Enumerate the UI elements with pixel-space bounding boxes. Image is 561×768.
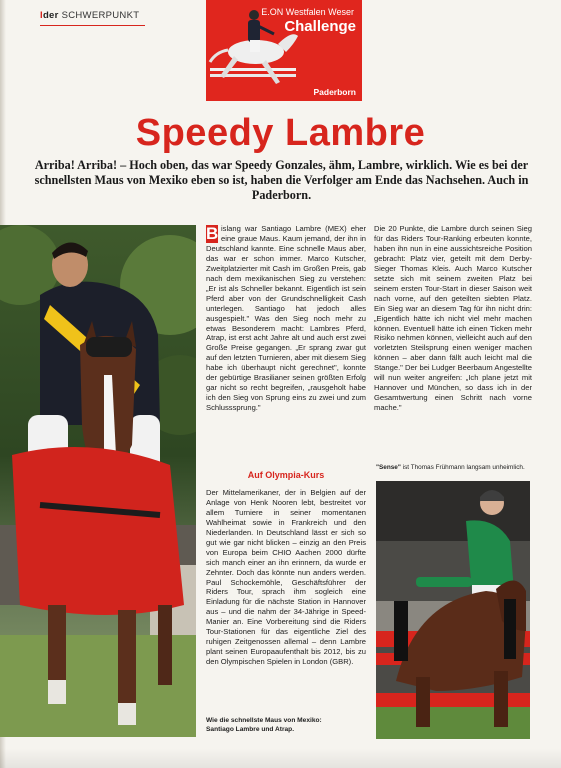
article-lead: Arriba! Arriba! – Hoch oben, das war Speedy Gonzales, ähm, Lambre, wirklich. Wie es bei der schnellsten Maus von Mexiko eben so ist, haben die Verfolger am Ende das Nachsehen. Auch in Paderborn.: [34, 158, 529, 202]
second-photo: [376, 481, 530, 739]
article-paragraph-1: islang war Santiago Lambre (MEX) eher eine graue Maus. Kaum jemand, der ihn in Deutschland kannte. Eine schnelle Maus aber, das war er schon immer. Marco Kutscher, Zweitplatzierter mit Cash im Großen Preis, gab nach dem mexikanischen Sieg zu verstehen: „Er ist als Schneller bekannt. Eigentlich ist sein Pferd aber von der Grundschnelligkeit Cash unterlegen. Santiago hat jedoch alles ausgespielt." Was den Sieg noch mehr zu etwas Besonderem macht: Lambres Pferd, Atrap, ist erst acht Jahre alt und auch erst zwei Große Preise gegangen. „Er sprang zwar gut auf den letzten Turnieren, aber mit diesem Sieg habe ich überhaupt nicht gerechnet", konnte der gebürtige Brasilianer seinen größten Erfolg gar nicht so recht begreifen, „rausgeholt habe ich den Sieg von Sprung eins zu zwei und zum Schlusssprung.": [206, 224, 366, 413]
second-caption-horse: "Sense": [376, 464, 401, 471]
second-photo-caption: [376, 464, 536, 471]
main-photo-caption: [206, 716, 376, 734]
section-tag: [40, 10, 139, 21]
article-paragraph-3: Die 20 Punkte, die Lambre durch seinen Sieg für das Riders Tour-Ranking erbeuten konnte, haben ihn nun in eine aussichtsreiche Position gebracht: Platz vier, geteilt mit dem Derby-Sieger Thomas Kleis. Auch Marco Kutscher setzte sich mit seinem zweiten Platz bei seinem ersten Tour-Start in dieser Saison weit nach vorne, auf den geteilten siebten Platz. Ein Sieg war an diesem Tag für ihn nicht drin: „Eigentlich hätte ich nicht viel mehr machen können. Eventuell hätte ich einen Ticken mehr Risiko nehmen können, vielleicht auch auf den vorletzten Steilsprung einen weniger machen können – aber dann fällt auch leicht mal die Stange." Der bei Ludger Beerbaum Angestellte will nun weiter angreifen: „Ich plane jetzt mit Hannover und München, so dass ich in der Gesamtwertung einen Schritt nach vorne mache.": [374, 224, 532, 413]
article-subhead: Auf Olympia-Kurs: [247, 470, 325, 480]
section-prefix: der: [42, 10, 59, 21]
main-caption-line-2: Santiago Lambre und Atrap.: [206, 726, 295, 733]
event-title: E.ON Westfalen Weser: [261, 7, 354, 17]
event-badge: [206, 0, 362, 101]
second-caption-text: ist Thomas Frühmann langsam unheimlich.: [400, 464, 525, 471]
article-headline: Speedy Lambre: [135, 112, 426, 154]
page-shadow: [0, 748, 561, 768]
event-city: Paderborn: [313, 87, 356, 97]
section-name: SCHWERPUNKT: [61, 10, 140, 21]
drop-cap: B: [206, 224, 219, 243]
article-column-2: [374, 224, 532, 413]
main-photo: [0, 225, 196, 737]
article-column-1: [206, 224, 366, 413]
rider-jumping-photo-icon: [376, 481, 530, 739]
section-rule: [40, 25, 145, 26]
article-column-1-continued: [206, 463, 366, 667]
rider-with-horse-photo-icon: [0, 225, 196, 737]
article-paragraph-2: Der Mittelamerikaner, der in Belgien auf der Anlage von Henk Nooren lebt, bestreitet vor allem Turniere in seiner momentanen Wahlheimat sowie in Frankreich und den Niederlanden. In Deutschland lässt er sich so gut wie gar nicht blicken – einzig an den Preis von Europa beim CHIO Aachen 2000 dürfte sich manch einer an ihn erinnern, da wurde er Zehnter. Doch das könnte nun anders werden. Paul Schockemöhle, Geschäftsführer der Riders Tour, sprach ihm sogleich eine Einladung für die nächste Station in Hannover aus – und die nahm der 34-Jährige in Speed-Manier an. Eine Vorbereitung sind die Riders Tour-Stationen für das eigentliche Ziel des ruhigen Zeitgenossen allemal – denn Lambre plant seinen Europaaufenthalt bis 2012, bis zu den Olympischen Spielen in London (GBR).: [206, 487, 366, 667]
main-caption-line-1: Wie die schnellste Maus von Mexiko:: [206, 717, 322, 724]
event-name: Challenge: [284, 18, 356, 35]
section-marker: I: [40, 10, 43, 21]
